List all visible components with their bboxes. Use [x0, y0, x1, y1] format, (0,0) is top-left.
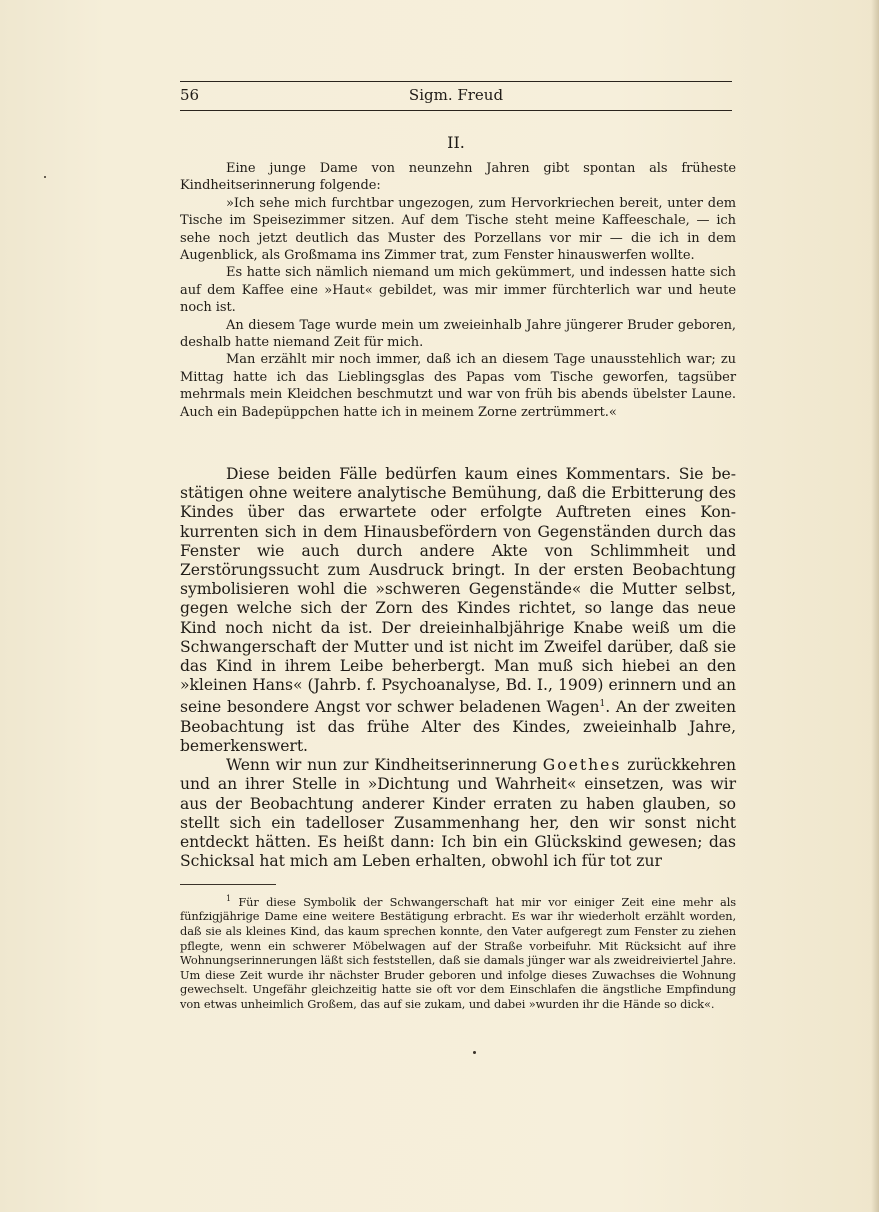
- running-title: Sigm. Freud: [408, 86, 504, 104]
- body-paragraph-2-text: Wenn wir nun zur Kindheitserinnerung: [226, 756, 543, 775]
- body-paragraph-1-text: Diese beiden Fälle bedürfen kaum eines Kommentars. Sie bestätigen ohne weitere analytische Bemühung, daß die Erbitterung des Kindes über das erwartete oder erfolgte Auftreten eines Konkurrenten sich in dem Hinausbefördern von Gegenständen durch das Fenster wie auch durch andere Akte von Schlimmheit und Zerstörungssucht zum Ausdruck bringt. In der ersten Beobachtung symbolisieren wohl die »schweren Gegenstände« die Mutter selbst, gegen welche sich der Zorn des Kindes richtet, so lange das neue Kind noch nicht da ist. Der dreieinhalbjährige Knabe weiß um die Schwangerschaft der Mutter und ist nicht im Zweifel darüber, daß sie das Kind in ihrem Leibe beherbergt. Man muß sich hiebei an den »kleinen Hans« (Jahrb. f. Psychoanalyse, Bd. I., 1909) erinnern und an seine besondere Angst vor schwer beladenen Wagen: [180, 465, 736, 717]
- running-header: [180, 86, 732, 108]
- quote-paragraph-3: Es hatte sich nämlich niemand um mich gekümmert, und indessen hatte sich auf dem Kaffee eine »Haut« gebildet, was mir immer fürchterlich war und heute noch ist.: [180, 265, 736, 316]
- footnote-paragraph: [180, 892, 736, 1012]
- header-bottom-rule: [180, 110, 732, 111]
- body-paragraph-1: [180, 465, 736, 756]
- quote-paragraph-4: An diesem Tage wurde mein um zweieinhalb Jahre jüngerer Bruder geboren, deshalb hatte niemand Zeit für mich.: [180, 317, 736, 351]
- page-edge-shadow: [871, 0, 879, 1212]
- body-paragraph-1-end: . An der zweiten Beobachtung ist das frühe Alter des Kindes, zweieinhalb Jahre, bemerkenswert.: [180, 698, 736, 756]
- header-top-rule: [180, 81, 732, 82]
- print-speck: [473, 1051, 476, 1054]
- footnote-text: Für diese Symbolik der Schwangerschaft hat mir vor einiger Zeit eine mehr als fünfzigjährige Dame eine weitere Bestätigung erbracht. Es war ihr wiederholt erzählt worden, daß sie als kleines Kind, das kaum sprechen konnte, den Vater aufgeregt zum Fenster zu ziehen pflegte, wenn ein schwerer Möbelwagen auf der Straße vorbeifuhr. Mit Rücksicht auf ihre Wohnungserinnerungen läßt sich feststellen, daß sie damals jünger war als zweidreiviertel Jahre. Um diese Zeit wurde ihr nächster Bruder geboren und infolge dieses Zuwachses die Wohnung gewechselt. Ungefähr gleichzeitig hatte sie oft vor dem Einschlafen die ängstliche Empfindung von etwas unheimlich Großem, das auf sie zukam, und dabei »wurden ihr die Hände so dick«.: [180, 894, 736, 1011]
- footnote-reference: 1: [599, 699, 606, 710]
- quote-paragraph-1: Eine junge Dame von neunzehn Jahren gibt spontan als früheste Kindheitserinnerung folgende:: [180, 161, 736, 194]
- body-paragraph-2-end: zurückkehren und an ihrer Stelle in »Dichtung und Wahrheit« einsetzen, was wir aus der Beobachtung anderer Kinder erraten zu haben glauben, so stellt sich ein tadelloser Zusammenhang her, den wir sonst nicht entdeckt hätten. Es heißt dann: Ich bin ein Glückskind gewesen; das Schicksal hat mich am Leben erhalten, obwohl ich für tot zur: [180, 756, 736, 871]
- quoted-memory-block: [180, 160, 736, 421]
- quote-paragraph-2: »Ich sehe mich furchtbar ungezogen, zum Hervorkriechen bereit, unter dem Tische im Speisezimmer sitzen. Auf dem Tische steht meine Kaffeeschale, — ich sehe noch jetzt deutlich das Muster des Porzellans vor mir — die ich in dem Augenblick, als Großmama ins Zimmer trat, zum Fenster hinauswerfen wollte.: [180, 195, 736, 264]
- section-heading: II.: [447, 133, 465, 152]
- footnote: [180, 892, 736, 1012]
- author-name-spaced: Goethes: [542, 756, 622, 775]
- body-paragraph-2: [180, 756, 736, 871]
- body-text: [180, 465, 736, 871]
- quote-paragraph-5: Man erzählt mir noch immer, daß ich an diesem Tage unausstehlich war; zu Mittag hatte ich das Lieblingsglas des Papas vom Tische geworfen, tagsüber mehrmals mein Kleidchen beschmutzt und war von früh bis abends übelster Laune. Auch ein Badepüppchen hatte ich in meinem Zorne zertrümmert.«: [180, 352, 736, 420]
- margin-speck: [44, 176, 46, 178]
- footnote-rule: [180, 884, 276, 885]
- footnote-mark: 1: [226, 894, 231, 903]
- page-number: 56: [180, 86, 200, 104]
